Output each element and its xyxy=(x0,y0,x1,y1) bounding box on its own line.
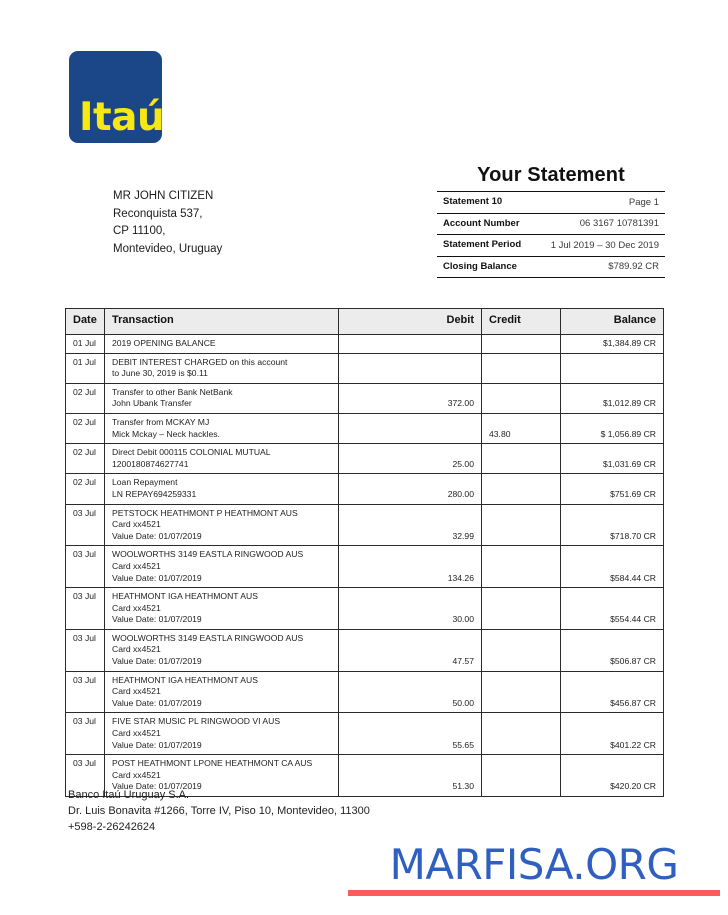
address-line-city: Montevideo, Uruguay xyxy=(113,242,223,255)
cell-date: 03 Jul xyxy=(66,504,105,546)
cell-balance xyxy=(561,474,664,504)
transaction-line: Value Date: 01/07/2019 xyxy=(112,572,202,583)
cell-balance-value: $1,031.69 CR xyxy=(602,458,656,469)
transaction-line: PETSTOCK HEATHMONT P HEATHMONT AUS xyxy=(112,507,298,518)
statement-summary xyxy=(437,164,665,278)
transaction-line: Value Date: 01/07/2019 xyxy=(112,739,202,750)
transactions-table xyxy=(65,308,664,797)
cell-date: 01 Jul xyxy=(66,353,105,383)
cell-credit xyxy=(482,474,561,504)
cell-balance-value: $ 1,056.89 CR xyxy=(600,428,656,439)
cell-balance-value: $401.22 CR xyxy=(610,739,656,750)
cell-debit-value: 280.00 xyxy=(447,488,474,499)
transaction-line: Card xx4521 xyxy=(112,728,161,739)
address-line-street: Reconquista 537, xyxy=(113,207,203,220)
cell-transaction xyxy=(105,629,339,671)
column-header-transaction: Transaction xyxy=(105,309,339,335)
cell-balance xyxy=(561,671,664,713)
transaction-line: Card xx4521 xyxy=(112,644,161,655)
cell-debit xyxy=(339,504,482,546)
cell-date: 03 Jul xyxy=(66,588,105,630)
page-title: Your Statement xyxy=(477,164,625,186)
cell-debit-value: 51.30 xyxy=(452,781,474,792)
cell-balance-value: $751.69 CR xyxy=(610,488,656,499)
table-row xyxy=(66,335,664,354)
table-row xyxy=(66,353,664,383)
cell-date: 03 Jul xyxy=(66,629,105,671)
transaction-line: 2019 OPENING BALANCE xyxy=(112,338,216,348)
cell-credit-value: 43.80 xyxy=(489,428,511,439)
cell-transaction xyxy=(105,671,339,713)
cell-credit xyxy=(482,588,561,630)
column-header-date: Date xyxy=(66,309,105,335)
customer-address xyxy=(113,188,222,258)
cell-debit-value xyxy=(346,429,474,441)
watermark xyxy=(348,840,720,896)
cell-balance xyxy=(561,383,664,413)
transaction-line: Transfer to other Bank NetBank xyxy=(112,386,233,397)
cell-date: 02 Jul xyxy=(66,383,105,413)
column-header-debit: Debit xyxy=(339,309,482,335)
logo-wordmark: Itaú xyxy=(79,95,165,140)
address-line-name: MR JOHN CITIZEN xyxy=(113,190,214,202)
cell-balance-value: $506.87 CR xyxy=(610,656,656,667)
itau-logo xyxy=(69,51,165,143)
transactions-section xyxy=(65,308,663,797)
table-row xyxy=(66,713,664,755)
logo-square xyxy=(69,51,165,143)
cell-debit-value: 32.99 xyxy=(452,530,474,541)
cell-debit xyxy=(339,353,482,383)
transaction-line: Card xx4521 xyxy=(112,560,161,571)
cell-debit xyxy=(339,629,482,671)
cell-credit-value xyxy=(489,368,553,380)
transactions-header-row xyxy=(66,309,664,335)
cell-credit-value xyxy=(489,781,553,793)
cell-date: 01 Jul xyxy=(66,335,105,354)
cell-balance-value: $718.70 CR xyxy=(610,530,656,541)
cell-transaction xyxy=(105,474,339,504)
transaction-line: 1200180874627741 xyxy=(112,458,189,469)
cell-balance-value: $554.44 CR xyxy=(610,614,656,625)
cell-credit xyxy=(482,546,561,588)
cell-debit-value: 134.26 xyxy=(447,572,474,583)
table-row xyxy=(66,383,664,413)
cell-transaction xyxy=(105,335,339,354)
cell-credit-value xyxy=(489,573,553,585)
table-row xyxy=(66,588,664,630)
transaction-line: Value Date: 01/07/2019 xyxy=(112,697,202,708)
cell-date: 02 Jul xyxy=(66,444,105,474)
summary-value: $789.92 CR xyxy=(608,261,659,273)
cell-debit xyxy=(339,474,482,504)
watermark-underline-bar xyxy=(348,890,720,896)
cell-date: 02 Jul xyxy=(66,413,105,443)
column-header-balance: Balance xyxy=(561,309,664,335)
cell-credit-value xyxy=(489,740,553,752)
transaction-line: DEBIT INTEREST CHARGED on this account xyxy=(112,356,288,367)
cell-debit xyxy=(339,335,482,354)
transaction-line: Value Date: 01/07/2019 xyxy=(112,781,202,792)
table-row xyxy=(66,474,664,504)
transaction-line: Direct Debit 000115 COLONIAL MUTUAL xyxy=(112,447,271,458)
cell-debit-value: 25.00 xyxy=(452,458,474,469)
table-row xyxy=(66,546,664,588)
address-line-postcode: CP 11100, xyxy=(113,225,166,237)
table-row xyxy=(66,629,664,671)
summary-label: Account Number xyxy=(443,217,520,229)
cell-credit-value xyxy=(489,489,553,501)
table-row xyxy=(66,413,664,443)
transaction-line: FIVE STAR MUSIC PL RINGWOOD VI AUS xyxy=(112,716,281,727)
footer-bank-name: Banco Itaú Uruguay S.A. xyxy=(68,789,190,801)
cell-balance xyxy=(561,755,664,797)
transaction-line: to June 30, 2019 is $0.11 xyxy=(112,368,208,379)
summary-label: Statement Period xyxy=(443,239,522,250)
cell-date: 02 Jul xyxy=(66,474,105,504)
transaction-line: HEATHMONT IGA HEATHMONT AUS xyxy=(112,591,258,602)
summary-row-statement xyxy=(437,192,665,214)
cell-credit-value xyxy=(489,338,553,350)
footer-bank-address: Dr. Luis Bonavita #1266, Torre IV, Piso 10, Montevideo, 11300 xyxy=(68,805,370,817)
cell-date: 03 Jul xyxy=(66,755,105,797)
transaction-line: Value Date: 01/07/2019 xyxy=(112,614,202,625)
cell-balance xyxy=(561,335,664,354)
summary-value: 06 3167 10781391 xyxy=(579,218,659,230)
transaction-line: WOOLWORTHS 3149 EASTLA RINGWOOD AUS xyxy=(112,549,304,560)
summary-value: 1 Jul 2019 – 30 Dec 2019 xyxy=(550,239,659,251)
cell-debit xyxy=(339,588,482,630)
cell-balance xyxy=(561,588,664,630)
cell-credit-value xyxy=(489,614,553,626)
cell-credit xyxy=(482,335,561,354)
cell-debit-value xyxy=(346,368,474,380)
cell-debit xyxy=(339,546,482,588)
transaction-line: WOOLWORTHS 3149 EASTLA RINGWOOD AUS xyxy=(112,632,304,643)
cell-balance xyxy=(561,504,664,546)
cell-credit xyxy=(482,629,561,671)
cell-credit xyxy=(482,383,561,413)
cell-credit-value xyxy=(489,398,553,410)
cell-credit xyxy=(482,444,561,474)
cell-debit-value: 50.00 xyxy=(452,697,474,708)
column-header-credit: Credit xyxy=(482,309,561,335)
summary-row-account-number xyxy=(437,213,665,235)
cell-balance xyxy=(561,353,664,383)
summary-table xyxy=(437,191,665,278)
transaction-line: Mick Mckay – Neck hackles. xyxy=(112,428,220,439)
cell-debit xyxy=(339,444,482,474)
cell-transaction xyxy=(105,353,339,383)
cell-credit-value xyxy=(489,531,553,543)
cell-credit-value xyxy=(489,459,553,471)
watermark-text: MARFISA.ORG xyxy=(389,840,679,889)
transaction-line: LN REPAY694259331 xyxy=(112,488,197,499)
cell-balance-value: $1,012.89 CR xyxy=(602,398,656,409)
transaction-line: Loan Repayment xyxy=(112,477,178,488)
summary-row-statement-period xyxy=(437,235,665,257)
cell-transaction xyxy=(105,413,339,443)
cell-balance xyxy=(561,413,664,443)
cell-debit xyxy=(339,671,482,713)
footer-bank-phone: +598-2-26242624 xyxy=(68,821,156,833)
cell-balance xyxy=(561,713,664,755)
transaction-line: Card xx4521 xyxy=(112,769,161,780)
cell-balance-value: $456.87 CR xyxy=(610,697,656,708)
bank-footer xyxy=(68,787,370,835)
cell-credit xyxy=(482,413,561,443)
summary-value: Page 1 xyxy=(628,196,659,208)
cell-credit xyxy=(482,504,561,546)
cell-debit-value: 30.00 xyxy=(452,614,474,625)
cell-balance-value: $584.44 CR xyxy=(610,572,656,583)
cell-date: 03 Jul xyxy=(66,713,105,755)
cell-debit xyxy=(339,413,482,443)
cell-date: 03 Jul xyxy=(66,546,105,588)
cell-date: 03 Jul xyxy=(66,671,105,713)
cell-balance xyxy=(561,444,664,474)
cell-transaction xyxy=(105,444,339,474)
cell-credit xyxy=(482,671,561,713)
table-row xyxy=(66,504,664,546)
cell-transaction xyxy=(105,713,339,755)
transaction-line: Card xx4521 xyxy=(112,519,161,530)
transaction-line: HEATHMONT IGA HEATHMONT AUS xyxy=(112,674,258,685)
cell-transaction xyxy=(105,588,339,630)
cell-transaction xyxy=(105,546,339,588)
cell-balance xyxy=(561,629,664,671)
transaction-line: Transfer from MCKAY MJ xyxy=(112,416,210,427)
cell-transaction xyxy=(105,383,339,413)
summary-table-body xyxy=(437,192,665,278)
summary-row-closing-balance xyxy=(437,256,665,278)
summary-label: Closing Balance xyxy=(443,260,517,272)
cell-credit-value xyxy=(489,656,553,668)
transaction-line: Card xx4521 xyxy=(112,602,161,613)
transaction-line: POST HEATHMONT LPONE HEATHMONT CA AUS xyxy=(112,758,313,769)
table-row xyxy=(66,671,664,713)
cell-credit-value xyxy=(489,698,553,710)
transaction-line: Card xx4521 xyxy=(112,686,161,697)
cell-debit-value: 47.57 xyxy=(452,656,474,667)
table-row xyxy=(66,444,664,474)
transactions-table-body xyxy=(66,335,664,797)
summary-label: Statement 10 xyxy=(443,196,503,207)
transaction-line: Value Date: 01/07/2019 xyxy=(112,530,202,541)
cell-balance xyxy=(561,546,664,588)
transaction-line: John Ubank Transfer xyxy=(112,398,192,409)
cell-debit xyxy=(339,383,482,413)
cell-debit xyxy=(339,713,482,755)
cell-debit-value xyxy=(346,338,474,350)
cell-transaction xyxy=(105,504,339,546)
cell-debit-value: 372.00 xyxy=(447,398,474,409)
cell-debit-value: 55.65 xyxy=(452,739,474,750)
cell-credit xyxy=(482,713,561,755)
transactions-table-head xyxy=(66,309,664,335)
cell-credit xyxy=(482,353,561,383)
cell-balance-value xyxy=(568,368,656,380)
transaction-line: Value Date: 01/07/2019 xyxy=(112,656,202,667)
cell-balance-value: $1,384.89 CR xyxy=(602,338,656,348)
cell-balance-value: $420.20 CR xyxy=(610,781,656,792)
cell-credit xyxy=(482,755,561,797)
